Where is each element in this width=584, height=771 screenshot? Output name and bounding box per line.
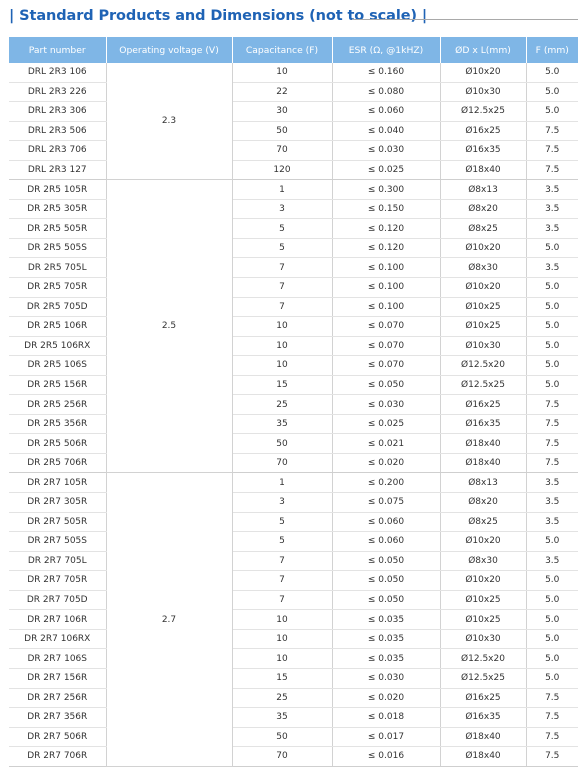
esr-cell: ≤ 0.100 [332, 297, 440, 317]
table-row [9, 610, 578, 630]
lead-spacing-cell: 5.0 [526, 82, 578, 102]
esr-cell: ≤ 0.075 [332, 493, 440, 513]
lead-spacing-cell: 5.0 [526, 629, 578, 649]
table-row [9, 668, 578, 688]
table-row [9, 199, 578, 219]
dimensions-cell: Ø10x20 [440, 278, 526, 298]
capacitance-cell: 50 [232, 121, 332, 141]
part-number-cell: DR 2R5 305R [9, 199, 106, 219]
lead-spacing-cell: 3.5 [526, 551, 578, 571]
capacitance-cell: 30 [232, 102, 332, 122]
table-row [9, 629, 578, 649]
dimensions-cell: Ø10x20 [440, 238, 526, 258]
lead-spacing-cell: 5.0 [526, 571, 578, 591]
dimensions-cell: Ø16x35 [440, 708, 526, 728]
esr-cell: ≤ 0.050 [332, 375, 440, 395]
dimensions-cell: Ø16x25 [440, 121, 526, 141]
capacitance-cell: 15 [232, 375, 332, 395]
esr-cell: ≤ 0.060 [332, 102, 440, 122]
table-row [9, 219, 578, 239]
esr-cell: ≤ 0.035 [332, 629, 440, 649]
dimensions-cell: Ø10x30 [440, 629, 526, 649]
capacitance-cell: 50 [232, 727, 332, 747]
part-number-cell: DR 2R7 105R [9, 473, 106, 493]
table-row [9, 747, 578, 767]
part-number-cell: DR 2R5 156R [9, 375, 106, 395]
lead-spacing-cell: 5.0 [526, 532, 578, 552]
part-number-cell: DR 2R7 305R [9, 493, 106, 513]
lead-spacing-cell: 5.0 [526, 317, 578, 337]
table-row [9, 649, 578, 669]
dimensions-cell: Ø8x13 [440, 180, 526, 200]
capacitance-cell: 3 [232, 199, 332, 219]
esr-cell: ≤ 0.200 [332, 473, 440, 493]
part-number-cell: DR 2R5 705L [9, 258, 106, 278]
table-body [9, 63, 578, 766]
dimensions-cell: Ø8x20 [440, 199, 526, 219]
capacitance-cell: 5 [232, 532, 332, 552]
esr-cell: ≤ 0.025 [332, 160, 440, 180]
capacitance-cell: 10 [232, 629, 332, 649]
part-number-cell: DR 2R5 705D [9, 297, 106, 317]
capacitance-cell: 7 [232, 258, 332, 278]
lead-spacing-cell: 3.5 [526, 219, 578, 239]
dimensions-cell: Ø10x25 [440, 610, 526, 630]
header-row [9, 37, 578, 63]
lead-spacing-cell: 3.5 [526, 493, 578, 513]
dimensions-cell: Ø12.5x20 [440, 649, 526, 669]
part-number-cell: DR 2R7 106S [9, 649, 106, 669]
lead-spacing-cell: 7.5 [526, 160, 578, 180]
esr-cell: ≤ 0.060 [332, 532, 440, 552]
table-row [9, 493, 578, 513]
capacitance-cell: 50 [232, 434, 332, 454]
table-row [9, 434, 578, 454]
capacitance-cell: 10 [232, 610, 332, 630]
table-row [9, 356, 578, 376]
section-title-row [0, 0, 584, 36]
lead-spacing-cell: 5.0 [526, 649, 578, 669]
dimensions-cell: Ø18x40 [440, 727, 526, 747]
dimensions-cell: Ø10x25 [440, 590, 526, 610]
table-row [9, 571, 578, 591]
product-table [9, 37, 578, 767]
part-number-cell: DRL 2R3 127 [9, 160, 106, 180]
lead-spacing-cell: 7.5 [526, 141, 578, 161]
esr-cell: ≤ 0.120 [332, 219, 440, 239]
part-number-cell: DR 2R7 505S [9, 532, 106, 552]
part-number-cell: DR 2R7 705L [9, 551, 106, 571]
table-row [9, 395, 578, 415]
capacitance-cell: 1 [232, 180, 332, 200]
dimensions-cell: Ø18x40 [440, 160, 526, 180]
part-number-cell: DR 2R5 506R [9, 434, 106, 454]
dimensions-cell: Ø16x25 [440, 395, 526, 415]
part-number-cell: DR 2R5 106RX [9, 336, 106, 356]
column-header-esr: ESR (Ω, @1kHZ) [332, 37, 440, 63]
esr-cell: ≤ 0.050 [332, 551, 440, 571]
esr-cell: ≤ 0.030 [332, 395, 440, 415]
capacitance-cell: 7 [232, 571, 332, 591]
dimensions-cell: Ø10x25 [440, 297, 526, 317]
capacitance-cell: 35 [232, 708, 332, 728]
esr-cell: ≤ 0.070 [332, 356, 440, 376]
lead-spacing-cell: 7.5 [526, 708, 578, 728]
capacitance-cell: 7 [232, 297, 332, 317]
column-header-capacitance: Capacitance (F) [232, 37, 332, 63]
lead-spacing-cell: 5.0 [526, 238, 578, 258]
esr-cell: ≤ 0.150 [332, 199, 440, 219]
part-number-cell: DR 2R7 506R [9, 727, 106, 747]
dimensions-cell: Ø8x30 [440, 551, 526, 571]
esr-cell: ≤ 0.030 [332, 141, 440, 161]
esr-cell: ≤ 0.070 [332, 336, 440, 356]
table-row [9, 160, 578, 180]
dimensions-cell: Ø10x20 [440, 532, 526, 552]
dimensions-cell: Ø12.5x25 [440, 668, 526, 688]
capacitance-cell: 5 [232, 238, 332, 258]
capacitance-cell: 10 [232, 317, 332, 337]
lead-spacing-cell: 5.0 [526, 668, 578, 688]
title-divider-line [352, 19, 578, 20]
capacitance-cell: 10 [232, 356, 332, 376]
esr-cell: ≤ 0.017 [332, 727, 440, 747]
lead-spacing-cell: 5.0 [526, 610, 578, 630]
capacitance-cell: 7 [232, 551, 332, 571]
part-number-cell: DR 2R7 356R [9, 708, 106, 728]
lead-spacing-cell: 5.0 [526, 356, 578, 376]
lead-spacing-cell: 3.5 [526, 473, 578, 493]
dimensions-cell: Ø10x20 [440, 571, 526, 591]
capacitance-cell: 10 [232, 63, 332, 82]
part-number-cell: DR 2R7 106R [9, 610, 106, 630]
capacitance-cell: 22 [232, 82, 332, 102]
part-number-cell: DR 2R7 705D [9, 590, 106, 610]
esr-cell: ≤ 0.016 [332, 747, 440, 767]
esr-cell: ≤ 0.070 [332, 317, 440, 337]
column-header-part-number: Part number [9, 37, 106, 63]
capacitance-cell: 70 [232, 141, 332, 161]
table-header [9, 37, 578, 63]
section-title: | Standard Products and Dimensions (not to scale) | [9, 8, 428, 24]
table-row [9, 532, 578, 552]
part-number-cell: DR 2R7 705R [9, 571, 106, 591]
dimensions-cell: Ø18x40 [440, 434, 526, 454]
lead-spacing-cell: 7.5 [526, 121, 578, 141]
table-row [9, 82, 578, 102]
table-row [9, 336, 578, 356]
dimensions-cell: Ø16x35 [440, 141, 526, 161]
column-header-operating-voltage: Operating voltage (V) [106, 37, 232, 63]
operating-voltage-cell: 2.7 [106, 473, 232, 766]
column-header-dimensions: ØD x L(mm) [440, 37, 526, 63]
table-row [9, 375, 578, 395]
part-number-cell: DRL 2R3 706 [9, 141, 106, 161]
dimensions-cell: Ø10x30 [440, 82, 526, 102]
lead-spacing-cell: 7.5 [526, 414, 578, 434]
part-number-cell: DR 2R5 706R [9, 453, 106, 473]
table-row [9, 512, 578, 532]
esr-cell: ≤ 0.040 [332, 121, 440, 141]
table-row [9, 473, 578, 493]
dimensions-cell: Ø10x30 [440, 336, 526, 356]
lead-spacing-cell: 3.5 [526, 258, 578, 278]
capacitance-cell: 70 [232, 747, 332, 767]
capacitance-cell: 35 [232, 414, 332, 434]
esr-cell: ≤ 0.060 [332, 512, 440, 532]
table-row [9, 297, 578, 317]
capacitance-cell: 10 [232, 336, 332, 356]
dimensions-cell: Ø8x25 [440, 219, 526, 239]
part-number-cell: DR 2R7 106RX [9, 629, 106, 649]
lead-spacing-cell: 7.5 [526, 747, 578, 767]
lead-spacing-cell: 7.5 [526, 453, 578, 473]
lead-spacing-cell: 3.5 [526, 180, 578, 200]
part-number-cell: DR 2R5 106R [9, 317, 106, 337]
dimensions-cell: Ø10x25 [440, 317, 526, 337]
table-row [9, 238, 578, 258]
dimensions-cell: Ø10x20 [440, 63, 526, 82]
esr-cell: ≤ 0.035 [332, 610, 440, 630]
esr-cell: ≤ 0.030 [332, 668, 440, 688]
table-row [9, 414, 578, 434]
part-number-cell: DR 2R5 105R [9, 180, 106, 200]
esr-cell: ≤ 0.050 [332, 571, 440, 591]
lead-spacing-cell: 5.0 [526, 297, 578, 317]
table-row [9, 121, 578, 141]
dimensions-cell: Ø16x25 [440, 688, 526, 708]
capacitance-cell: 120 [232, 160, 332, 180]
capacitance-cell: 3 [232, 493, 332, 513]
part-number-cell: DRL 2R3 506 [9, 121, 106, 141]
lead-spacing-cell: 7.5 [526, 688, 578, 708]
capacitance-cell: 10 [232, 649, 332, 669]
operating-voltage-cell: 2.5 [106, 180, 232, 473]
esr-cell: ≤ 0.120 [332, 238, 440, 258]
lead-spacing-cell: 5.0 [526, 590, 578, 610]
dimensions-cell: Ø8x13 [440, 473, 526, 493]
dimensions-cell: Ø8x25 [440, 512, 526, 532]
part-number-cell: DR 2R7 156R [9, 668, 106, 688]
part-number-cell: DR 2R5 505R [9, 219, 106, 239]
esr-cell: ≤ 0.020 [332, 453, 440, 473]
lead-spacing-cell: 5.0 [526, 278, 578, 298]
table-row [9, 708, 578, 728]
lead-spacing-cell: 7.5 [526, 434, 578, 454]
capacitance-cell: 25 [232, 395, 332, 415]
esr-cell: ≤ 0.018 [332, 708, 440, 728]
table-row [9, 180, 578, 200]
esr-cell: ≤ 0.160 [332, 63, 440, 82]
table-row [9, 590, 578, 610]
dimensions-cell: Ø12.5x25 [440, 375, 526, 395]
table-row [9, 141, 578, 161]
esr-cell: ≤ 0.050 [332, 590, 440, 610]
operating-voltage-cell: 2.3 [106, 63, 232, 180]
esr-cell: ≤ 0.100 [332, 258, 440, 278]
part-number-cell: DRL 2R3 306 [9, 102, 106, 122]
table-row [9, 63, 578, 82]
dimensions-cell: Ø18x40 [440, 453, 526, 473]
part-number-cell: DR 2R7 505R [9, 512, 106, 532]
capacitance-cell: 7 [232, 278, 332, 298]
lead-spacing-cell: 5.0 [526, 102, 578, 122]
table-row [9, 317, 578, 337]
capacitance-cell: 15 [232, 668, 332, 688]
part-number-cell: DR 2R5 106S [9, 356, 106, 376]
dimensions-cell: Ø18x40 [440, 747, 526, 767]
capacitance-cell: 7 [232, 590, 332, 610]
dimensions-cell: Ø8x20 [440, 493, 526, 513]
part-number-cell: DR 2R5 705R [9, 278, 106, 298]
dimensions-cell: Ø8x30 [440, 258, 526, 278]
esr-cell: ≤ 0.080 [332, 82, 440, 102]
part-number-cell: DRL 2R3 226 [9, 82, 106, 102]
esr-cell: ≤ 0.025 [332, 414, 440, 434]
table-row [9, 551, 578, 571]
dimensions-cell: Ø12.5x20 [440, 356, 526, 376]
table-row [9, 278, 578, 298]
table-row [9, 102, 578, 122]
lead-spacing-cell: 5.0 [526, 375, 578, 395]
lead-spacing-cell: 5.0 [526, 336, 578, 356]
lead-spacing-cell: 3.5 [526, 199, 578, 219]
table-row [9, 453, 578, 473]
part-number-cell: DR 2R5 256R [9, 395, 106, 415]
lead-spacing-cell: 7.5 [526, 395, 578, 415]
esr-cell: ≤ 0.035 [332, 649, 440, 669]
part-number-cell: DR 2R5 505S [9, 238, 106, 258]
dimensions-cell: Ø16x35 [440, 414, 526, 434]
table-row [9, 688, 578, 708]
capacitance-cell: 5 [232, 219, 332, 239]
lead-spacing-cell: 7.5 [526, 727, 578, 747]
esr-cell: ≤ 0.100 [332, 278, 440, 298]
part-number-cell: DR 2R5 356R [9, 414, 106, 434]
capacitance-cell: 70 [232, 453, 332, 473]
esr-cell: ≤ 0.021 [332, 434, 440, 454]
table-row [9, 727, 578, 747]
lead-spacing-cell: 3.5 [526, 512, 578, 532]
part-number-cell: DR 2R7 706R [9, 747, 106, 767]
dimensions-cell: Ø12.5x25 [440, 102, 526, 122]
column-header-lead-spacing: F (mm) [526, 37, 578, 63]
capacitance-cell: 1 [232, 473, 332, 493]
table-row [9, 258, 578, 278]
lead-spacing-cell: 5.0 [526, 63, 578, 82]
esr-cell: ≤ 0.300 [332, 180, 440, 200]
part-number-cell: DR 2R7 256R [9, 688, 106, 708]
part-number-cell: DRL 2R3 106 [9, 63, 106, 82]
capacitance-cell: 5 [232, 512, 332, 532]
esr-cell: ≤ 0.020 [332, 688, 440, 708]
capacitance-cell: 25 [232, 688, 332, 708]
